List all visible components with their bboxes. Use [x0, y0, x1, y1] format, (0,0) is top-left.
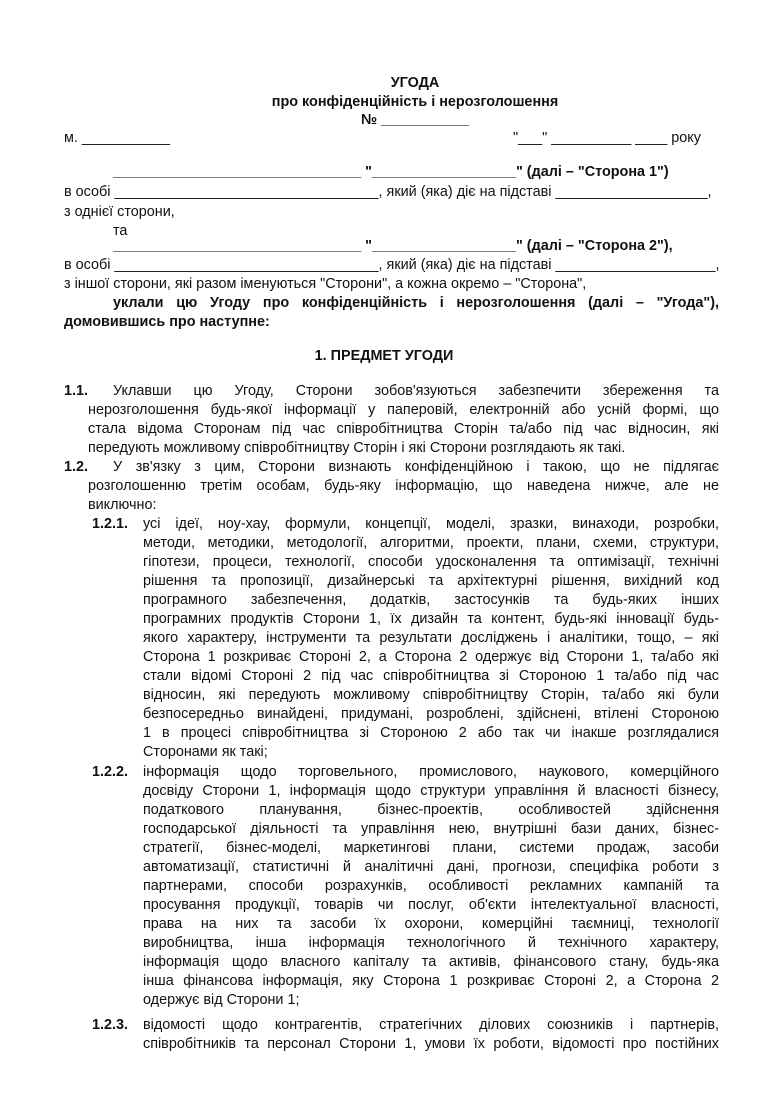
document-number: № ___________: [360, 112, 470, 128]
document-title: УГОДА: [390, 75, 440, 91]
document-subtitle: про конфіденційність і нерозголошення: [271, 94, 559, 110]
concluded-line-1: уклали цю Угоду про конфіденційність і нерозголошення (далі – "Угода"),: [113, 295, 719, 311]
party1-name-line: _______________________________ "__________________" (далі – "Сторона 1"): [113, 164, 669, 180]
clause-1-2-1-number: 1.2.1.: [92, 516, 129, 532]
clause-1-1-continuation: нерозголошення будь-якої інформації у паперовій, електронній або усній формі, що стала відома Сторонам під час співробітництва Сторін та/або під час відносин, які передують можливому співробітництву Сторін і які Сторони розглядають як такі.: [88, 402, 719, 456]
clause-1-2-1-text: усі ідеї, ноу-хау, формули, концепції, моделі, зразки, винаходи, розробки, методи, методики, методології, алгоритми, проекти, плани, схеми, структури, гіпотези, процеси, технології, способи удосконалення та оптимізації, технічні рішення та пропозиції, дизайнерські та архітектурні рішення, вихідний код програмного забезпечення, додатків, застосунків та будь-яких інших програмних продуктів Сторони 1, їх дизайн та контент, будь-які інновації будь- якого характеру, інструменти та результати досліджень і аналітики, тощо, – які Сторона 1 розкриває Стороні 2, а Сторона 2 одержує від Сторони 1, та/або які стали відомі Стороні 2 під час співробітництва зі Стороною 1 та/або під час відносин, які передують можливому співробітництву Сторін, та/або які були безпосередньо винайдені, придумані, розроблені, здійснені, втілені Стороною 1 в процесі співробітництва зі Стороною 2 або так чи інакше розглядалися Сторонами як такі;: [143, 516, 719, 760]
clause-1-1-number: 1.1.: [64, 383, 89, 399]
party2-person-line: в особі _________________________________, який (яка) діє на підставі ____________________,: [64, 257, 720, 273]
date-line: "___" __________ ____ року: [513, 130, 701, 146]
clause-1-2-number: 1.2.: [64, 459, 89, 475]
party2-name-line: _______________________________ "__________________" (далі – "Сторона 2"),: [113, 238, 673, 254]
and-word: та: [113, 223, 128, 239]
clause-1-2-3-number: 1.2.3.: [92, 1017, 129, 1033]
concluded-line-2: домовившись про наступне:: [64, 314, 270, 330]
clause-1-1-text: Уклавши цю Угоду, Сторони зобов'язуються забезпечити збереження та: [113, 383, 719, 399]
party1-side-line: з однієї сторони,: [64, 204, 175, 220]
clause-1-2-2-text: інформація щодо торговельного, промислового, наукового, комерційного досвіду Сторони 1, інформація щодо структури управління й власності бізнесу, податкового планування, бізнес-проектів, особливостей здійснення господарської діяльності та управління нею, внутрішні бази даних, бізнес- стратегії, бізнес-моделі, маркетингові плани, системи продаж, засоби автоматизації, статистичні й аналітичні дані, прогнози, специфіка роботи з партнерами, способи розрахунків, особливості рекламних кампаній та просування продукції, товарів чи послуг, об'єкти інтелектуальної власності, права на них та засоби їх охорони, комерційні таємниці, технології виробництва, інша інформація технологічного й технічного характеру, інформація щодо власного капіталу та активів, фінансового стану, будь-яка інша фінансова інформація, яку Сторона 1 розкриває Стороні 2, а Сторона 2 одержує від Сторони 1;: [143, 764, 719, 1008]
clause-1-2-text: У зв'язку з цим, Сторони визнають конфіденційною і такою, що не підлягає: [113, 459, 719, 475]
clause-1-2-continuation: розголошенню третім особам, будь-яку інформацію, що наведена нижче, але не виключно:: [88, 478, 719, 513]
party1-person-line: в особі _________________________________, який (яка) діє на підставі ___________________,: [64, 184, 712, 200]
party2-side-line: з іншої сторони, які разом іменуються "Сторони", а кожна окремо – "Сторона",: [64, 276, 587, 292]
clause-1-2-3-text: відомості щодо контрагентів, стратегічних ділових союзників і партнерів, співробітників та персонал Сторони 1, умови їх роботи, відомості про постійних: [143, 1017, 719, 1052]
city-line: м. ___________: [64, 130, 170, 146]
clause-1-2-2-number: 1.2.2.: [92, 764, 129, 780]
section-1-heading: 1. ПРЕДМЕТ УГОДИ: [314, 348, 454, 364]
